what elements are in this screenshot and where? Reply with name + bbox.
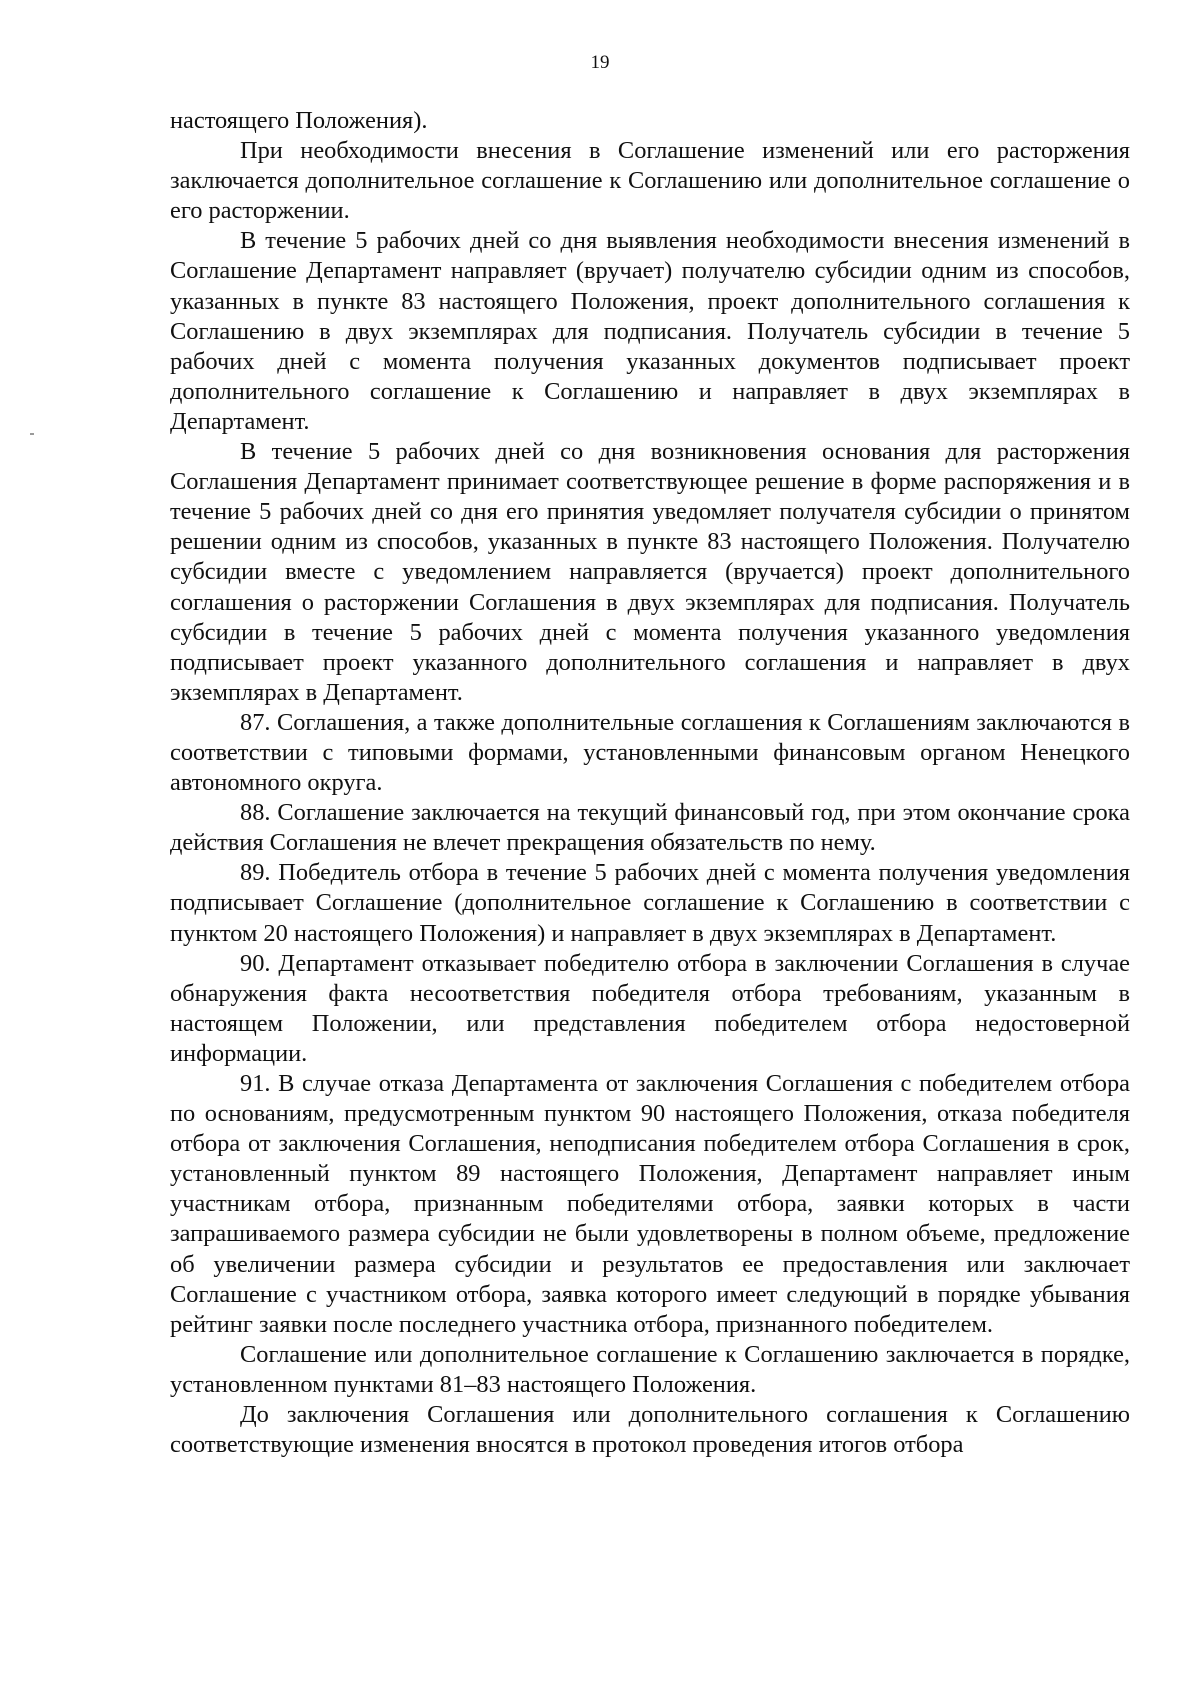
paragraph: 88. Соглашение заключается на текущий финансовый год, при этом окончание срока действия Соглашения не влечет прекращения обязательств по нему. [170,799,1130,857]
scan-speck [30,433,34,435]
paragraph: 89. Победитель отбора в течение 5 рабочих дней с момента получения уведомления подписывает Соглашение (дополнительное соглашение к Соглашению в соответствии с пунктом 20 настоящего Положения) и направляет в двух экземплярах в Департамент. [170,859,1130,947]
paragraph: 90. Департамент отказывает победителю отбора в заключении Соглашения в случае обнаружения факта несоответствия победителя отбора требованиям, указанным в настоящем Положении, или представления победителем отбора недостоверной информации. [170,949,1130,1067]
paragraph: 91. В случае отказа Департамента от заключения Соглашения с победителем отбора по основаниям, предусмотренным пунктом 90 настоящего Положения, отказа победителя отбора от заключения Соглашения, неподписания победителем отбора Соглашения в срок, установленный пунктом 89 настоящего Положения, Департамент направляет иным участникам отбора, признанным победителями отбора, заявки которых в части запрашиваемого размера субсидии не были удовлетворены в полном объеме, предложение об увеличении размера субсидии и результатов ее предоставления или заключает Соглашение с участником отбора, заявка которого имеет следующий в порядке убывания рейтинг заявки после последнего участника отбора, признанного победителем. [170,1070,1130,1338]
paragraph: настоящего Положения). [170,107,428,134]
paragraph: 87. Соглашения, а также дополнительные соглашения к Соглашениям заключаются в соответствии с типовыми формами, установленными финансовым органом Ненецкого автономного округа. [170,708,1130,797]
paragraph: До заключения Соглашения или дополнительного соглашения к Соглашению соответствующие изменения вносятся в протокол проведения итогов отбора [170,1401,1130,1459]
paragraph: При необходимости внесения в Соглашение изменений или его расторжения заключается дополнительное соглашение к Соглашению или дополнительное соглашение о его расторжении. [170,137,1130,225]
paragraph: Соглашение или дополнительное соглашение к Соглашению заключается в порядке, установленном пунктами 81–83 настоящего Положения. [170,1340,1130,1398]
paragraph: В течение 5 рабочих дней со дня возникновения основания для расторжения Соглашения Департамент принимает соответствующее решение в форме распоряжения и в течение 5 рабочих дней со дня его принятия уведомляет получателя субсидии о принятом решении одним из способов, указанных в пункте 83 настоящего Положения. Получателю субсидии вместе с уведомлением направляется (вручается) проект дополнительного соглашения о расторжении Соглашения в двух экземплярах для подписания. Получатель субсидии в течение 5 рабочих дней с момента получения указанного уведомления подписывает проект указанного дополнительного соглашения и направляет в двух экземплярах в Департамент. [170,438,1130,706]
page-number: 19 [590,52,610,73]
document-body [170,106,1130,1460]
paragraph: В течение 5 рабочих дней со дня выявления необходимости внесения изменений в Соглашение Департамент направляет (вручает) получателю субсидии одним из способов, указанных в пункте 83 настоящего Положения, проект дополнительного соглашения к Соглашению в двух экземплярах для подписания. Получатель субсидии в течение 5 рабочих дней с момента получения указанных документов подписывает проект дополнительного соглашение к Соглашению и направляет в двух экземплярах в Департамент. [170,227,1130,435]
